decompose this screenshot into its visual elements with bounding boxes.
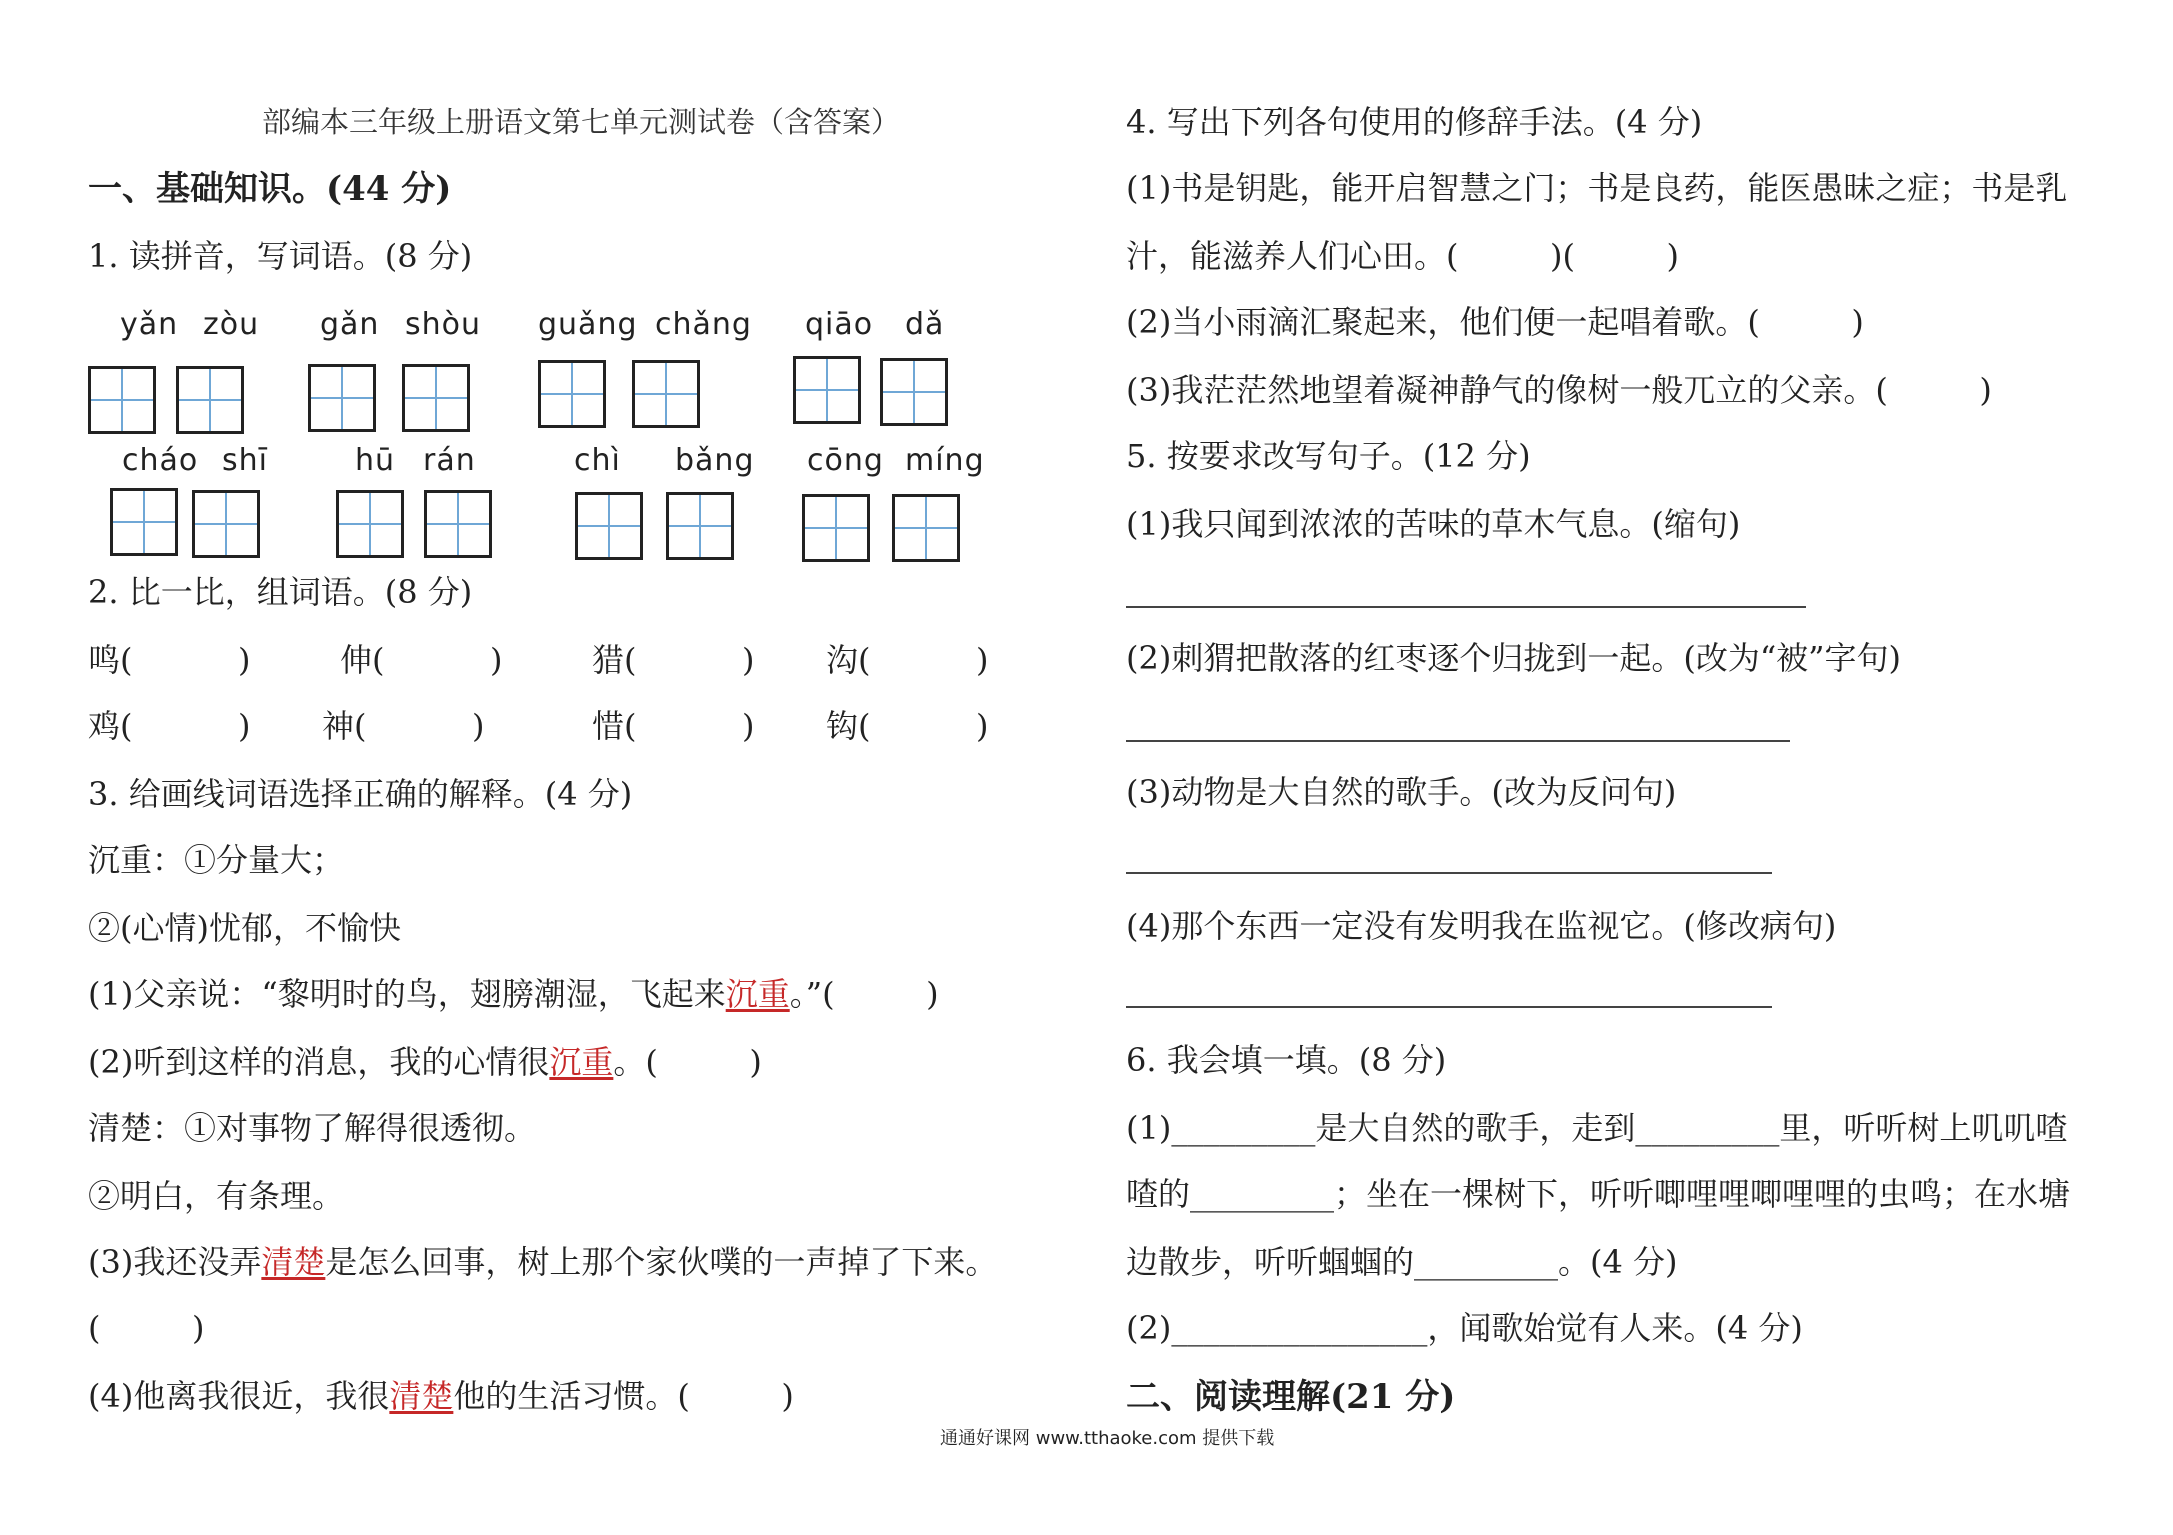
sentence-text: 。”( ) xyxy=(789,975,939,1013)
q3-sentence-3 xyxy=(88,1243,998,1281)
sentence-text: 是怎么回事，树上那个家伙噗的一声掉了下来。 xyxy=(325,1243,998,1281)
sentence-text: (3)我还没弄 xyxy=(88,1243,262,1281)
q2-char: 伸( xyxy=(340,641,385,679)
answer-line[interactable] xyxy=(1126,872,1772,874)
pinyin-label: gǎn xyxy=(320,307,380,342)
pinyin-label: chǎng xyxy=(655,307,752,342)
sentence-text: 。( ) xyxy=(613,1043,762,1081)
q2-blank-close: ) xyxy=(976,641,989,679)
pinyin-label: shòu xyxy=(405,307,482,342)
q2-blank-close: ) xyxy=(238,707,251,745)
pinyin-label: guǎng xyxy=(538,307,638,342)
footer-credit: 通通好课网 www.tthaoke.com 提供下载 xyxy=(940,1428,1275,1449)
pinyin-label: cōng xyxy=(807,443,884,478)
sentence-text: (4)他离我很近，我很 xyxy=(88,1377,390,1415)
writing-box[interactable] xyxy=(308,364,376,432)
writing-box[interactable] xyxy=(88,366,156,434)
pinyin-label: qiāo xyxy=(805,307,874,342)
underlined-word: 沉重 xyxy=(725,975,790,1013)
q2-char: 神( xyxy=(322,707,367,745)
q2-blank-close: ) xyxy=(742,707,755,745)
q2-blank-close: ) xyxy=(472,707,485,745)
q2-char: 猎( xyxy=(592,641,637,679)
pinyin-label: bǎng xyxy=(675,443,755,478)
pinyin-label: míng xyxy=(905,443,985,478)
writing-box[interactable] xyxy=(176,366,244,434)
q4-heading: 4. 写出下列各句使用的修辞手法。(4 分) xyxy=(1126,103,1703,141)
q2-blank-close: ) xyxy=(238,641,251,679)
pinyin-label: cháo xyxy=(122,443,199,478)
writing-box[interactable] xyxy=(632,360,700,428)
q2-char: 鸡( xyxy=(88,707,133,745)
q6-line: 喳的_________；坐在一棵树下，听听唧哩哩唧哩哩的虫鸣；在水塘 xyxy=(1126,1175,2071,1213)
q3-definition: 清楚：①对事物了解得很透彻。 xyxy=(88,1109,537,1147)
q3-definition: ②(心情)忧郁，不愉快 xyxy=(88,909,401,947)
pinyin-label: hū xyxy=(355,443,396,478)
q4-sentence: (3)我茫茫然地望着凝神静气的像树一般兀立的父亲。( ) xyxy=(1126,371,1992,409)
q5-heading: 5. 按要求改写句子。(12 分) xyxy=(1126,437,1531,475)
writing-box[interactable] xyxy=(793,356,861,424)
q1-heading: 1. 读拼音，写词语。(8 分) xyxy=(88,237,473,275)
writing-box[interactable] xyxy=(802,494,870,562)
q2-heading: 2. 比一比，组词语。(8 分) xyxy=(88,573,473,611)
q5-item: (1)我只闻到浓浓的苦味的草木气息。(缩句) xyxy=(1126,505,1741,543)
q2-char: 惜( xyxy=(592,707,637,745)
sentence-text: (1)父亲说：“黎明时的鸟，翅膀潮湿，飞起来 xyxy=(88,975,726,1013)
q4-sentence: (1)书是钥匙，能开启智慧之门；书是良药，能医愚昧之症；书是乳 xyxy=(1126,169,2068,207)
underlined-word: 沉重 xyxy=(549,1043,614,1081)
q4-sentence: 汁，能滋养人们心田。( )( ) xyxy=(1126,237,1680,275)
writing-box[interactable] xyxy=(424,490,492,558)
pinyin-label: chì xyxy=(574,443,621,478)
pinyin-label: rán xyxy=(423,443,476,478)
underlined-word: 清楚 xyxy=(389,1377,454,1415)
writing-box[interactable] xyxy=(402,364,470,432)
answer-line[interactable] xyxy=(1126,740,1790,742)
q2-blank-close: ) xyxy=(976,707,989,745)
q2-char: 沟( xyxy=(826,641,871,679)
answer-line[interactable] xyxy=(1126,606,1806,608)
answer-line[interactable] xyxy=(1126,1006,1772,1008)
q5-item: (3)动物是大自然的歌手。(改为反问句) xyxy=(1126,773,1677,811)
underlined-word: 清楚 xyxy=(261,1243,326,1281)
q5-item: (4)那个东西一定没有发明我在监视它。(修改病句) xyxy=(1126,907,1837,945)
writing-box[interactable] xyxy=(575,492,643,560)
q3-definition: 沉重：①分量大； xyxy=(88,841,345,879)
q3-definition: ②明白，有条理。 xyxy=(88,1177,345,1215)
sentence-text: 他的生活习惯。( ) xyxy=(453,1377,794,1415)
q2-blank-close: ) xyxy=(490,641,503,679)
answer-blank: ( ) xyxy=(88,1309,205,1347)
writing-box[interactable] xyxy=(666,492,734,560)
section2-heading: 二、阅读理解(21 分) xyxy=(1126,1377,1456,1417)
writing-box[interactable] xyxy=(110,488,178,556)
pinyin-label: zòu xyxy=(203,307,260,342)
sentence-text: (2)听到这样的消息，我的心情很 xyxy=(88,1043,550,1081)
q5-item: (2)刺猬把散落的红枣逐个归拢到一起。(改为“被”字句) xyxy=(1126,639,1902,677)
q6-line: (2)________________，闻歌始觉有人来。(4 分) xyxy=(1126,1309,1803,1347)
q3-sentence-4 xyxy=(88,1377,794,1415)
pinyin-label: dǎ xyxy=(905,307,945,342)
writing-box[interactable] xyxy=(192,490,260,558)
q6-heading: 6. 我会填一填。(8 分) xyxy=(1126,1041,1447,1079)
writing-box[interactable] xyxy=(336,490,404,558)
section1-heading: 一、基础知识。(44 分) xyxy=(88,169,452,209)
q3-sentence-1 xyxy=(88,975,939,1013)
document-title: 部编本三年级上册语文第七单元测试卷（含答案） xyxy=(262,105,901,139)
q3-heading: 3. 给画线词语选择正确的解释。(4 分) xyxy=(88,775,633,813)
writing-box[interactable] xyxy=(880,358,948,426)
q3-sentence-2 xyxy=(88,1043,762,1081)
writing-box[interactable] xyxy=(892,494,960,562)
q6-line: (1)_________是大自然的歌手，走到_________里，听听树上叽叽喳 xyxy=(1126,1109,2068,1147)
writing-box[interactable] xyxy=(538,360,606,428)
pinyin-label: shī xyxy=(222,443,268,478)
pinyin-label: yǎn xyxy=(120,307,179,342)
q6-line: 边散步，听听蝈蝈的_________。(4 分) xyxy=(1126,1243,1678,1281)
q2-char: 钩( xyxy=(826,707,871,745)
q2-blank-close: ) xyxy=(742,641,755,679)
q4-sentence: (2)当小雨滴汇聚起来，他们便一起唱着歌。( ) xyxy=(1126,303,1864,341)
q2-char: 鸣( xyxy=(88,641,133,679)
